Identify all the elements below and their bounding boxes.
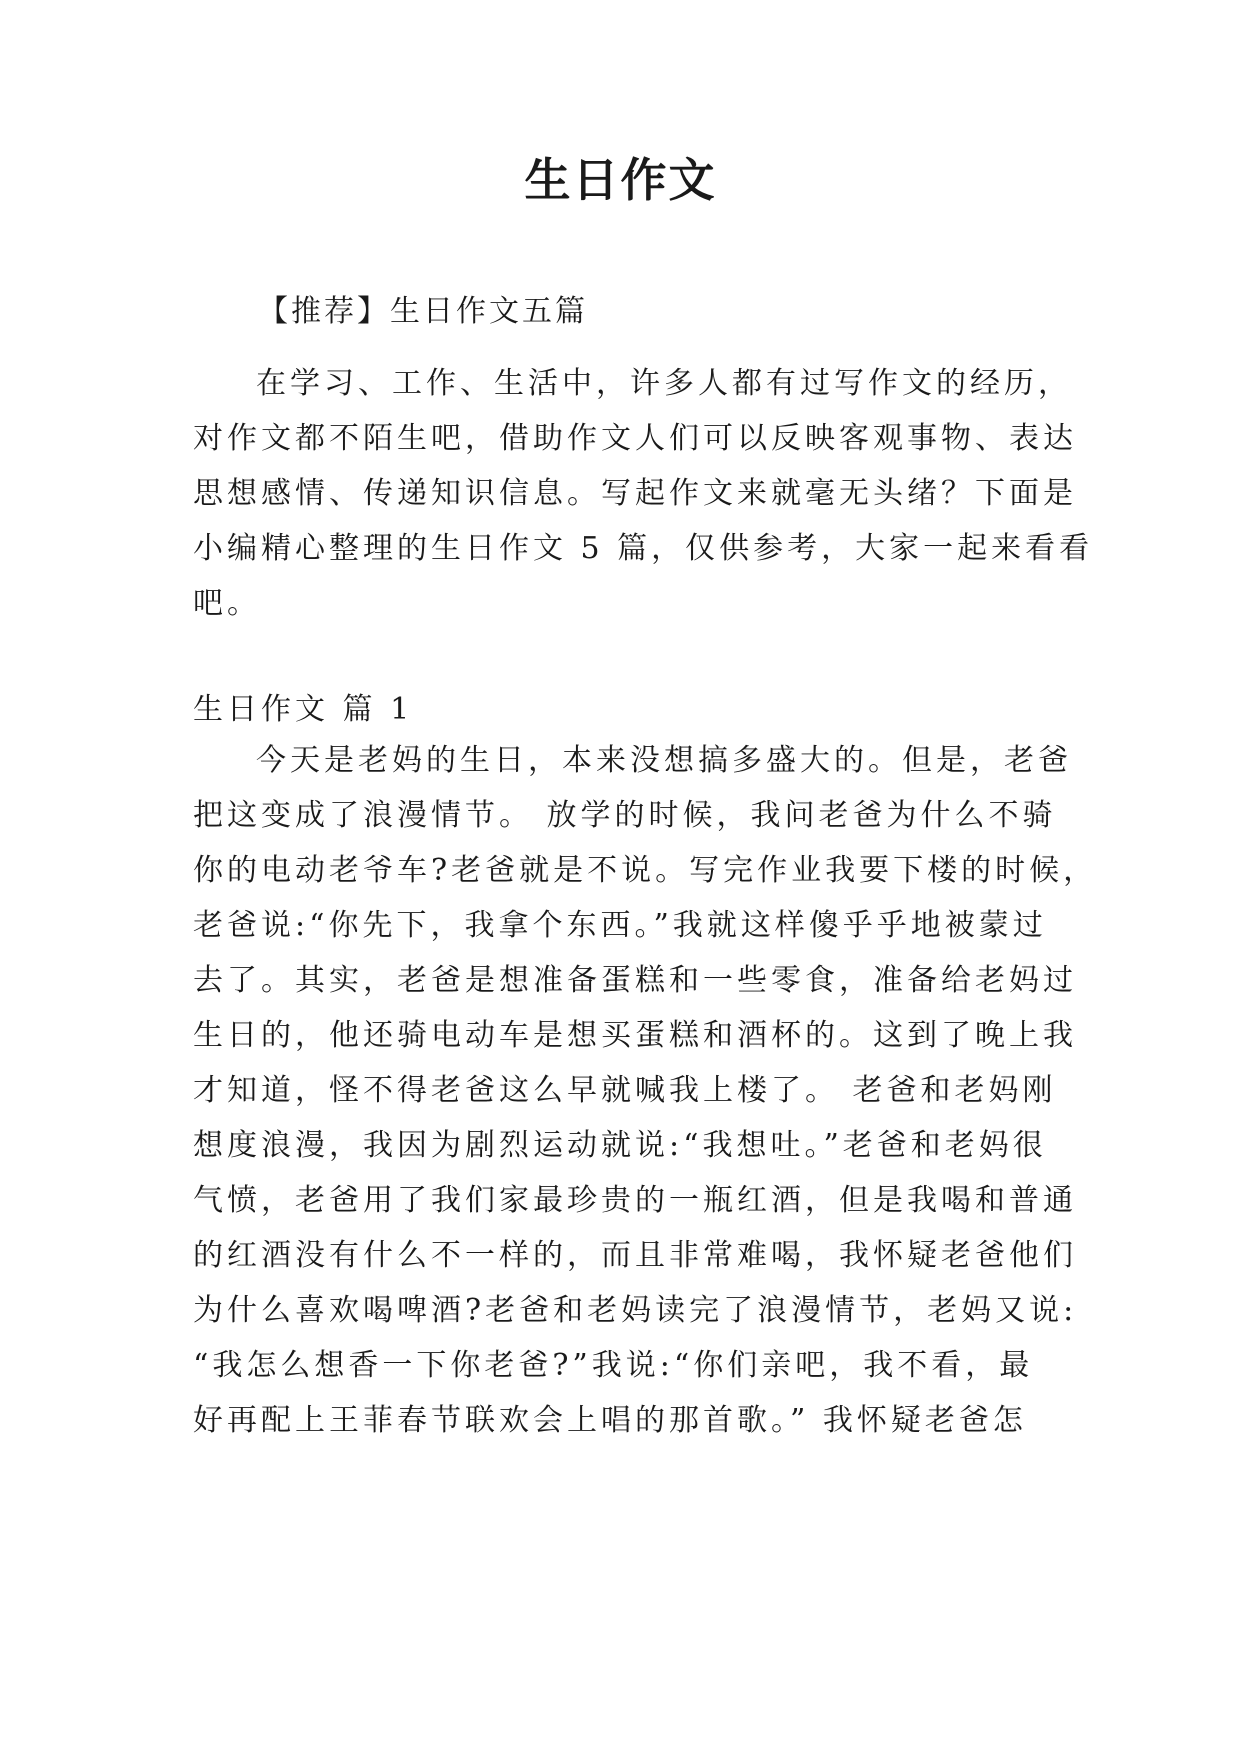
body-line: 想度浪漫，我因为剧烈运动就说:“我想吐。”老爸和老妈很 [193,1128,1047,1163]
section-heading: 生日作文 篇 1 [193,692,414,727]
body-line: 气愤，老爸用了我们家最珍贵的一瓶红酒，但是我喝和普通 [193,1183,1077,1218]
document-subtitle: 【推荐】生日作文五篇 [258,294,588,329]
document-title: 生日作文 [524,153,717,207]
body-line: 去了。其实，老爸是想准备蛋糕和一些零食，准备给老妈过 [193,963,1077,998]
body-line: 为什么喜欢喝啤酒?老爸和老妈读完了浪漫情节，老妈又说: [193,1293,1078,1328]
intro-line: 对作文都不陌生吧，借助作文人们可以反映客观事物、表达 [193,421,1077,456]
intro-line: 思想感情、传递知识信息。写起作文来就毫无头绪？下面是 [193,476,1077,511]
body-line: 的红酒没有什么不一样的，而且非常难喝，我怀疑老爸他们 [193,1238,1077,1273]
intro-line: 小编精心整理的生日作文 5 篇，仅供参考，大家一起来看看 [193,531,1094,566]
body-line: 你的电动老爷车?老爸就是不说。写完作业我要下楼的时候， [193,853,1098,888]
body-line: 把这变成了浪漫情节。 放学的时候，我问老爸为什么不骑 [193,798,1057,833]
intro-line: 吧。 [193,586,261,621]
body-line: 今天是老妈的生日，本来没想搞多盛大的。但是，老爸 [256,743,1072,778]
body-line: 好再配上王菲春节联欢会上唱的那首歌。” 我怀疑老爸怎 [193,1403,1027,1438]
intro-line: 在学习、工作、生活中，许多人都有过写作文的经历， [256,366,1072,401]
body-line: “我怎么想香一下你老爸?”我说:“你们亲吧，我不看，最 [193,1348,1034,1383]
body-line: 老爸说:“你先下，我拿个东西。”我就这样傻乎乎地被蒙过 [193,908,1047,943]
body-line: 生日的，他还骑电动车是想买蛋糕和酒杯的。这到了晚上我 [193,1018,1077,1053]
body-line: 才知道，怪不得老爸这么早就喊我上楼了。 老爸和老妈刚 [193,1073,1057,1108]
